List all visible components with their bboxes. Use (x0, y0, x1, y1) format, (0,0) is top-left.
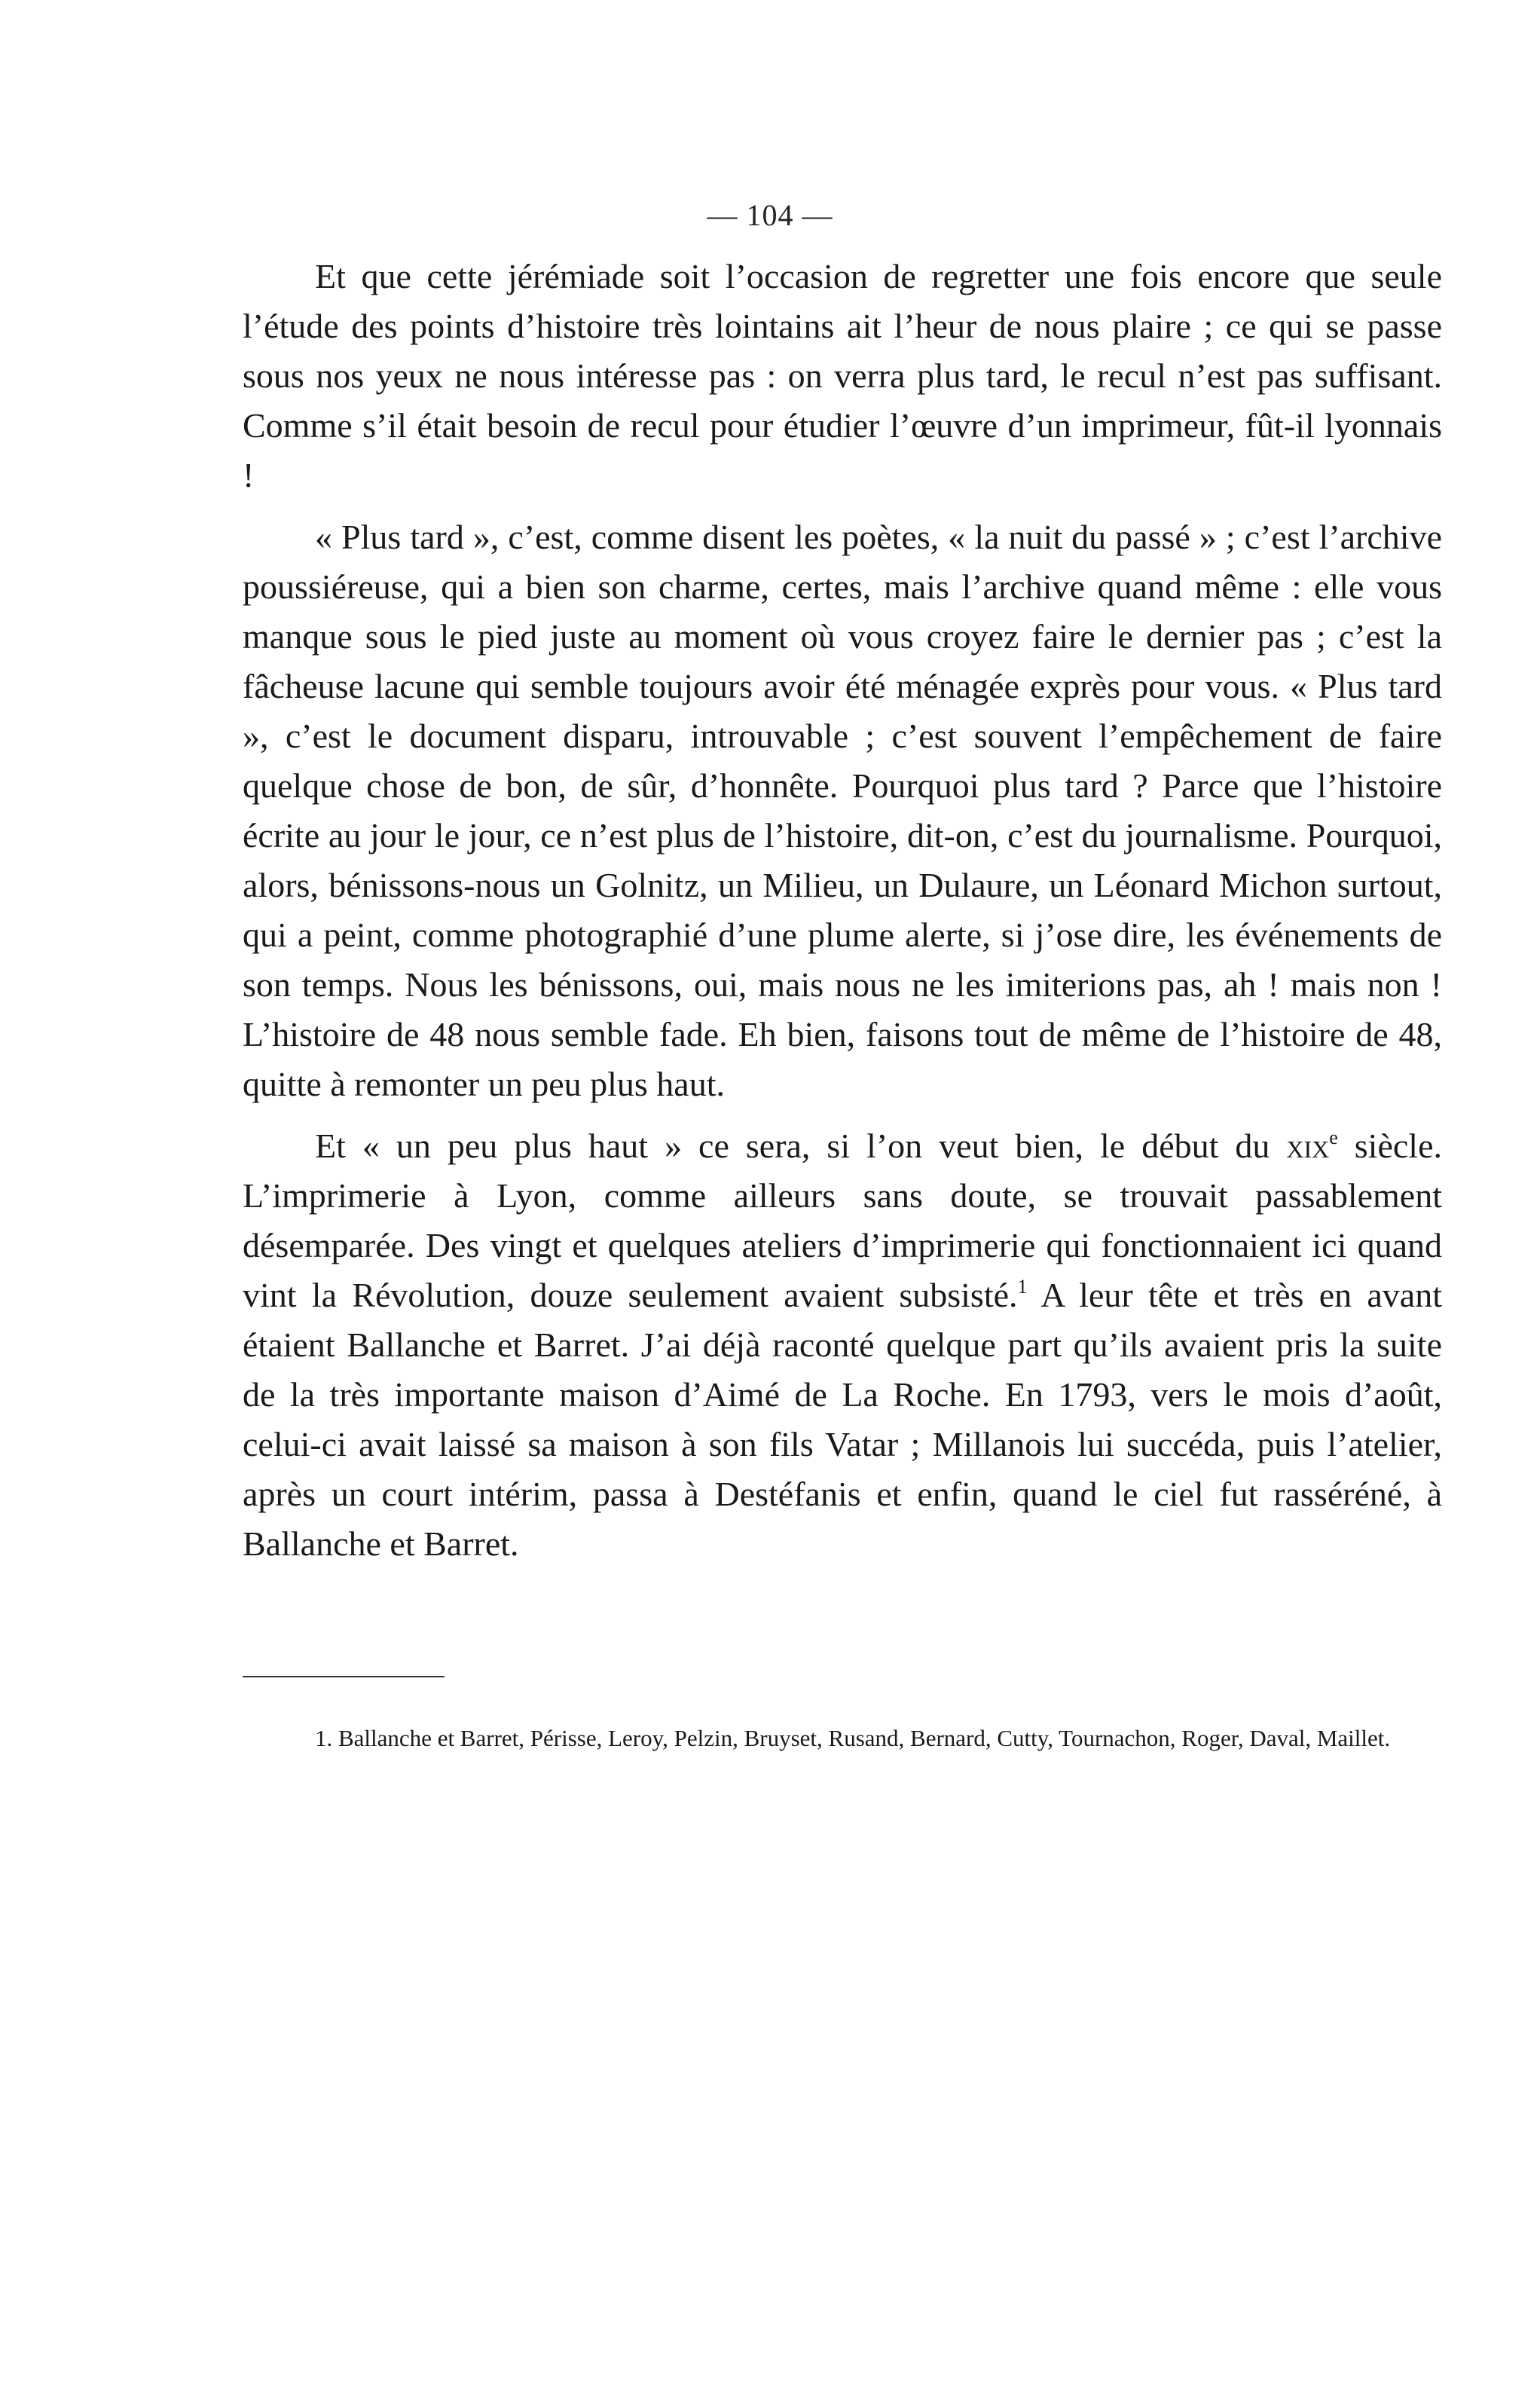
footnote: 1. Ballanche et Barret, Périsse, Leroy, Pelzin, Bruyset, Rusand, Bernard, Cutty, Tournachon, Roger, Daval, Maillet. (315, 1725, 1391, 1751)
paragraph-text: siècle. L’imprimerie à Lyon, comme ailleurs sans doute, se trouvait passablement désemparée. Des vingt et quelques ateliers d’imprimerie qui fonctionnaient ici quand vint la Révolution, douze seulement avaient subsisté. (243, 1127, 1442, 1314)
main-text (243, 252, 1442, 1569)
footnote-reference: 1 (1017, 1276, 1028, 1298)
paragraph-text: A leur tête et très en avant étaient Ballanche et Barret. J’ai déjà raconté quelque part qu’ils avaient pris la suite de la très importante maison d’Aimé de La Roche. En 1793, vers le mois d’août, celui-ci avait laissé sa maison à son fils Vatar ; Millanois lui succéda, puis l’atelier, après un court intérim, passa à Destéfanis et enfin, quand le ciel fut rasséréné, à Ballanche et Barret. (243, 1276, 1442, 1563)
century-superscript: e (1329, 1127, 1338, 1148)
paragraph: « Plus tard », c’est, comme disent les poètes, « la nuit du passé » ; c’est l’archive poussiéreuse, qui a bien son charme, certes, mais l’archive quand même : elle vous manque sous le pied juste au moment où vous croyez faire le dernier pas ; c’est la fâcheuse lacune qui semble toujours avoir été ménagée exprès pour vous. « Plus tard », c’est le document disparu, introuvable ; c’est souvent l’empêchement de faire quelque chose de bon, de sûr, d’honnête. Pourquoi plus tard ? Parce que l’histoire écrite au jour le jour, ce n’est plus de l’histoire, dit-on, c’est du journalisme. Pourquoi, alors, bénissons-nous un Golnitz, un Milieu, un Dulaure, un Léonard Michon surtout, qui a peint, comme photographié d’une plume alerte, si j’ose dire, les événements de son temps. Nous les bénissons, oui, mais nous ne les imiterions pas, ah ! mais non ! L’histoire de 48 nous semble fade. Eh bien, faisons tout de même de l’histoire de 48, quitte à remonter un peu plus haut. (243, 518, 1442, 1103)
century-numeral: xix (1286, 1127, 1330, 1165)
paragraph-text: Et « un peu plus haut » ce sera, si l’on veut bien, le début du (315, 1127, 1287, 1165)
page-number: — 104 — (707, 198, 833, 232)
paragraph: Et que cette jérémiade soit l’occasion de regretter une fois encore que seule l’étude des points d’histoire très lointains ait l’heur de nous plaire ; ce qui se passe sous nos yeux ne nous intéresse pas : on verra plus tard, le recul n’est pas suffisant. Comme s’il était besoin de recul pour étudier l’œuvre d’un imprimeur, fût-il lyonnais ! (243, 257, 1442, 494)
paragraph (243, 1121, 1442, 1569)
footnote-separator (243, 1676, 445, 1677)
